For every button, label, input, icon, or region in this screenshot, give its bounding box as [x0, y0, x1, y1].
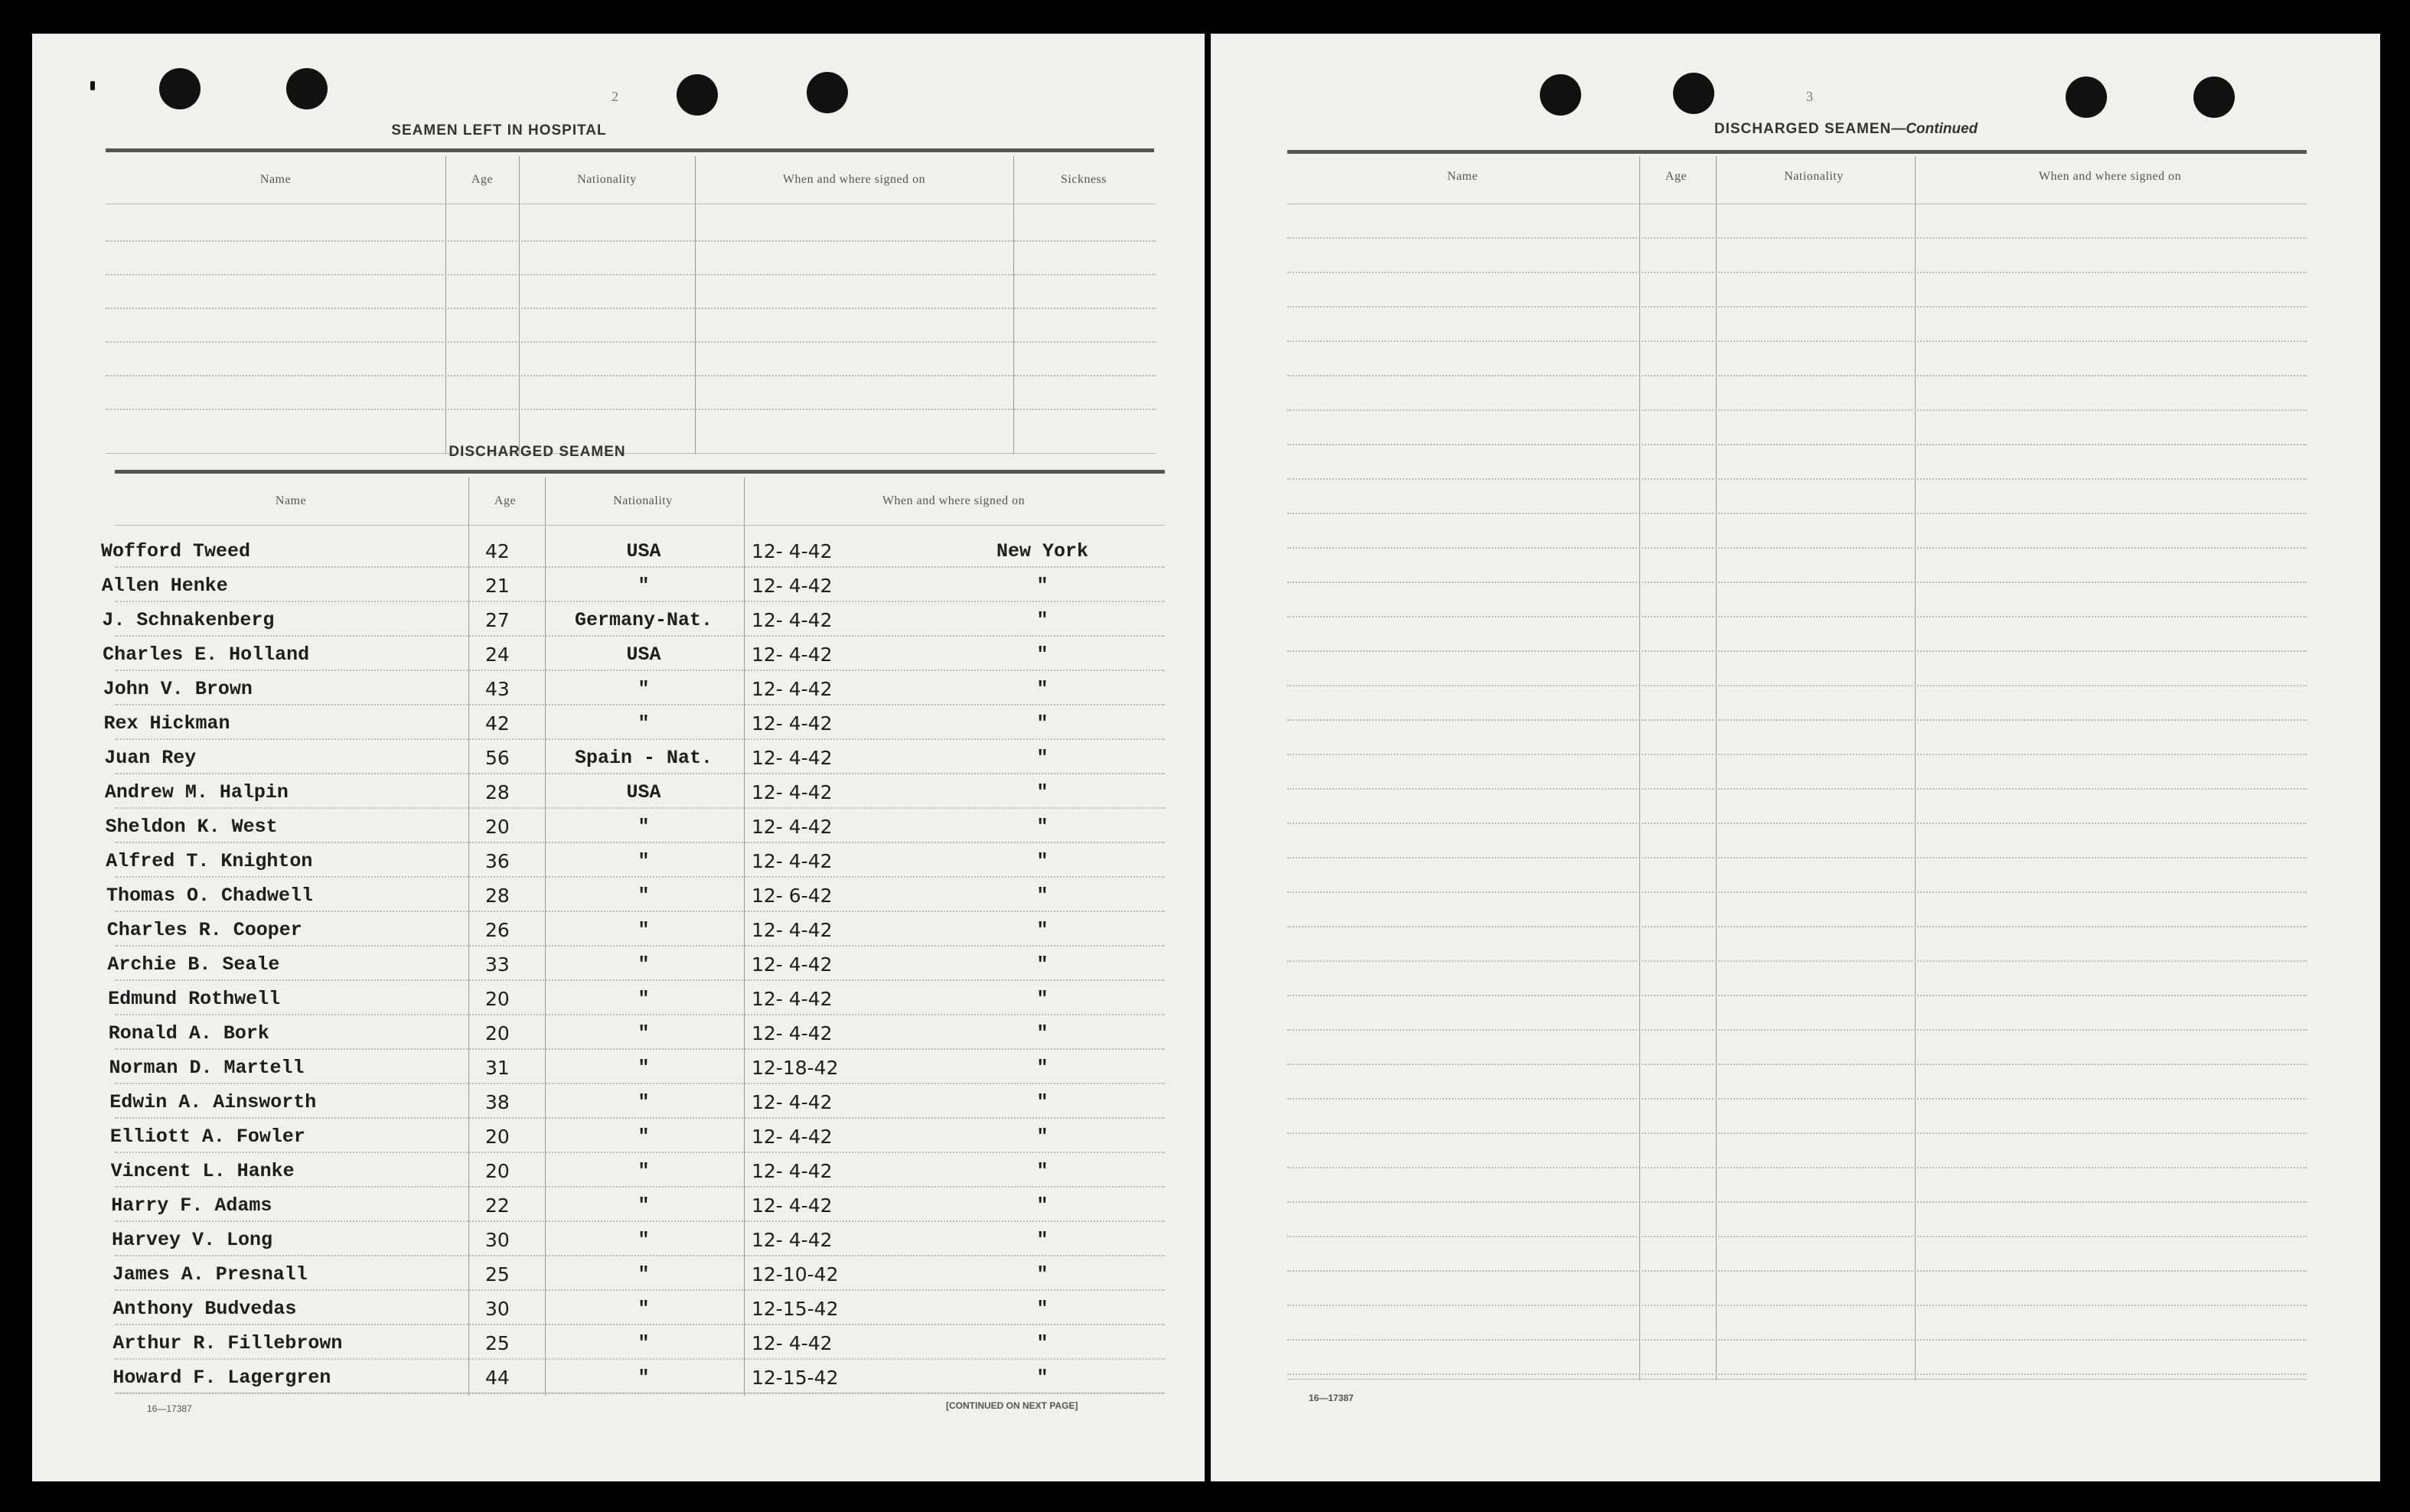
section-rule	[106, 148, 1154, 152]
row-rule	[115, 1220, 1165, 1222]
signed-on-date: 12- 4-42	[752, 644, 833, 666]
seaman-name: Vincent L. Hanke	[110, 1160, 295, 1182]
seaman-age: 25	[485, 1332, 510, 1354]
signed-on-place: "	[1036, 1160, 1048, 1182]
row-rule	[1287, 650, 2307, 652]
row-rule	[115, 1186, 1165, 1188]
signed-on-place: "	[1036, 644, 1048, 666]
binder-hole	[1673, 73, 1714, 114]
row-rule	[115, 1289, 1165, 1291]
signed-on-place: "	[1036, 781, 1048, 803]
signed-on-place: "	[1036, 919, 1048, 941]
right-page	[1211, 34, 2380, 1481]
signed-on-date: 12- 4-42	[752, 781, 833, 803]
row-rule	[1287, 823, 2307, 824]
header-nationality: Nationality	[1784, 170, 1844, 183]
row-rule	[115, 1358, 1165, 1360]
signed-on-place: "	[1036, 1332, 1048, 1354]
header-nationality: Nationality	[613, 494, 673, 507]
seaman-age: 20	[485, 1126, 510, 1148]
seaman-nationality: "	[638, 816, 650, 838]
seaman-age: 36	[485, 850, 510, 872]
row-rule	[106, 341, 1156, 343]
binder-hole	[2066, 77, 2107, 118]
row-rule	[115, 945, 1165, 947]
seaman-name: James A. Presnall	[112, 1263, 308, 1286]
row-rule	[115, 1255, 1165, 1256]
row-rule	[1287, 306, 2307, 308]
seaman-name: Norman D. Martell	[109, 1057, 305, 1079]
binder-hole	[677, 74, 718, 116]
seaman-nationality: "	[638, 678, 650, 700]
row-rule	[1287, 1201, 2307, 1203]
header-age: Age	[471, 173, 494, 186]
row-rule	[115, 1048, 1165, 1050]
seaman-age: 21	[485, 575, 510, 597]
row-rule	[115, 773, 1165, 774]
row-rule	[115, 738, 1165, 740]
seaman-age: 20	[485, 816, 510, 838]
seaman-age: 30	[485, 1229, 510, 1251]
row-rule	[1287, 857, 2307, 859]
row-rule	[1287, 1029, 2307, 1031]
row-rule	[1287, 926, 2307, 927]
seaman-age: 38	[485, 1091, 510, 1113]
seaman-name: Harvey V. Long	[112, 1229, 273, 1251]
row-rule	[1287, 1064, 2307, 1065]
row-rule	[1287, 272, 2307, 273]
row-rule	[1287, 754, 2307, 755]
signed-on-place: New York	[996, 540, 1089, 562]
row-rule	[115, 876, 1165, 878]
binder-hole	[807, 72, 848, 113]
signed-on-place: "	[1036, 1263, 1048, 1286]
seaman-nationality: "	[638, 1367, 650, 1389]
binder-hole	[159, 68, 201, 109]
seaman-nationality: "	[638, 1229, 650, 1251]
title-text: DISCHARGED SEAMEN	[1714, 121, 1892, 137]
row-rule	[1287, 788, 2307, 790]
table-bottom-rule	[1287, 1379, 2307, 1380]
row-rule	[1287, 582, 2307, 583]
row-rule	[1287, 1374, 2307, 1375]
seaman-age: 42	[485, 712, 510, 735]
seaman-name: Allen Henke	[101, 575, 228, 597]
seaman-nationality: "	[638, 988, 650, 1010]
column-rule	[468, 477, 469, 1396]
column-rule	[1639, 156, 1640, 1380]
seaman-name: Andrew M. Halpin	[104, 781, 289, 803]
signed-on-place: "	[1036, 1194, 1048, 1217]
seaman-name: Harry F. Adams	[111, 1194, 272, 1217]
signed-on-date: 12- 6-42	[752, 885, 833, 907]
row-rule	[115, 704, 1165, 705]
seaman-age: 28	[485, 885, 510, 907]
seaman-nationality: "	[638, 712, 650, 735]
row-rule	[115, 1324, 1165, 1325]
row-rule	[1287, 409, 2307, 411]
section-rule	[115, 470, 1165, 474]
signed-on-date: 12- 4-42	[752, 919, 833, 941]
header-signed-on: When and where signed on	[2038, 170, 2182, 183]
seaman-age: 20	[485, 988, 510, 1010]
seaman-nationality: "	[638, 1298, 650, 1320]
row-rule	[115, 979, 1165, 981]
signed-on-place: "	[1036, 850, 1048, 872]
seaman-nationality: "	[638, 885, 650, 907]
binder-hole	[1540, 74, 1581, 116]
signed-on-date: 12-15-42	[752, 1367, 839, 1389]
header-rule	[115, 525, 1165, 526]
seaman-name: John V. Brown	[103, 678, 253, 700]
header-sickness: Sickness	[1061, 173, 1107, 186]
seaman-age: 26	[485, 919, 510, 941]
row-rule	[115, 911, 1165, 912]
seaman-name: Howard F. Lagergren	[113, 1367, 331, 1389]
header-nationality: Nationality	[577, 173, 637, 186]
row-rule	[115, 601, 1165, 602]
row-rule	[115, 566, 1165, 568]
header-name: Name	[1446, 170, 1479, 183]
row-rule	[1287, 547, 2307, 549]
signed-on-date: 12- 4-42	[752, 816, 833, 838]
seaman-nationality: USA	[626, 644, 661, 666]
row-rule	[115, 1117, 1165, 1119]
signed-on-place: "	[1036, 747, 1048, 769]
seaman-nationality: "	[638, 1332, 650, 1354]
signed-on-date: 12- 4-42	[752, 1022, 833, 1044]
signed-on-place: "	[1036, 1022, 1048, 1044]
header-age: Age	[494, 494, 517, 507]
seaman-name: Archie B. Seale	[107, 953, 280, 976]
row-rule	[1287, 341, 2307, 342]
row-rule	[106, 375, 1156, 376]
seaman-name: Sheldon K. West	[105, 816, 278, 838]
header-signed-on: When and where signed on	[882, 494, 1026, 507]
row-rule	[115, 635, 1165, 637]
signed-on-place: "	[1036, 678, 1048, 700]
signed-on-place: "	[1036, 988, 1048, 1010]
row-rule	[1287, 513, 2307, 514]
row-rule	[115, 842, 1165, 843]
seaman-nationality: Spain - Nat.	[574, 747, 713, 769]
binder-hole	[286, 68, 328, 109]
signed-on-place: "	[1036, 1367, 1048, 1389]
signed-on-date: 12- 4-42	[752, 1332, 833, 1354]
row-rule	[115, 807, 1165, 809]
seaman-age: 25	[485, 1263, 510, 1286]
row-rule	[1287, 616, 2307, 618]
seaman-age: 20	[485, 1022, 510, 1044]
signed-on-place: "	[1036, 885, 1048, 907]
signed-on-date: 12- 4-42	[752, 850, 833, 872]
row-rule	[1287, 1167, 2307, 1168]
signed-on-date: 12- 4-42	[752, 1126, 833, 1148]
signed-on-place: "	[1036, 953, 1048, 976]
seaman-name: Thomas O. Chadwell	[106, 885, 314, 907]
form-number: 16—17387	[1309, 1393, 1354, 1403]
header-signed-on: When and where signed on	[782, 173, 926, 186]
form-number: 16—17387	[147, 1403, 192, 1414]
left-page	[32, 34, 1205, 1481]
seaman-nationality: "	[638, 575, 650, 597]
seaman-age: 22	[485, 1194, 510, 1217]
seaman-name: Wofford Tweed	[101, 540, 251, 562]
signed-on-place: "	[1036, 609, 1048, 631]
row-rule	[106, 409, 1156, 410]
seaman-name: Alfred T. Knighton	[106, 850, 313, 872]
row-rule	[1287, 478, 2307, 480]
row-rule	[1287, 891, 2307, 893]
seaman-nationality: "	[638, 919, 650, 941]
discharged-continued-title	[1517, 121, 2175, 138]
signed-on-date: 12- 4-42	[752, 575, 833, 597]
seaman-age: 56	[485, 747, 510, 769]
seaman-nationality: "	[638, 1022, 650, 1044]
row-rule	[1287, 1270, 2307, 1272]
signed-on-place: "	[1036, 816, 1048, 838]
row-rule	[1287, 1339, 2307, 1341]
seaman-name: Juan Rey	[104, 747, 197, 769]
signed-on-date: 12- 4-42	[752, 1194, 833, 1217]
signed-on-date: 12-10-42	[752, 1263, 839, 1286]
column-rule	[1716, 156, 1717, 1380]
title-continued: —Continued	[1891, 121, 1978, 137]
seaman-age: 24	[485, 644, 510, 666]
discharged-section-title: DISCHARGED SEAMEN	[448, 444, 626, 460]
seaman-age: 43	[485, 678, 510, 700]
signed-on-place: "	[1036, 575, 1048, 597]
seaman-age: 33	[485, 953, 510, 976]
row-rule	[1287, 237, 2307, 239]
row-rule	[106, 274, 1156, 275]
seaman-age: 42	[485, 540, 510, 562]
seaman-name: Ronald A. Bork	[108, 1022, 269, 1044]
seaman-age: 44	[485, 1367, 510, 1389]
row-rule	[1287, 375, 2307, 376]
hospital-section-title: SEAMEN LEFT IN HOSPITAL	[391, 122, 607, 138]
row-rule	[1287, 995, 2307, 996]
column-rule	[1915, 156, 1916, 1380]
signed-on-date: 12- 4-42	[752, 953, 833, 976]
row-rule	[115, 670, 1165, 671]
seaman-age: 31	[485, 1057, 510, 1079]
row-rule	[115, 1083, 1165, 1084]
signed-on-date: 12-15-42	[752, 1298, 839, 1320]
row-rule	[1287, 685, 2307, 686]
signed-on-date: 12- 4-42	[752, 678, 833, 700]
seaman-nationality: USA	[626, 540, 661, 562]
signed-on-date: 12- 4-42	[752, 747, 833, 769]
row-rule	[115, 1152, 1165, 1153]
signed-on-place: "	[1036, 1057, 1048, 1079]
seaman-name: Anthony Budvedas	[113, 1298, 297, 1320]
seaman-nationality: "	[638, 1194, 650, 1217]
seaman-name: Charles R. Cooper	[106, 919, 302, 941]
row-rule	[106, 308, 1156, 309]
row-rule	[1287, 719, 2307, 721]
signed-on-place: "	[1036, 712, 1048, 735]
seaman-name: Edwin A. Ainsworth	[109, 1091, 317, 1113]
seaman-name: Edmund Rothwell	[108, 988, 281, 1010]
signed-on-place: "	[1036, 1126, 1048, 1148]
header-name: Name	[275, 494, 307, 507]
seaman-nationality: "	[638, 1091, 650, 1113]
signed-on-date: 12- 4-42	[752, 1229, 833, 1251]
seaman-name: Arthur R. Fillebrown	[113, 1332, 343, 1354]
seaman-nationality: "	[638, 953, 650, 976]
signed-on-date: 12-18-42	[752, 1057, 839, 1079]
row-rule	[1287, 1236, 2307, 1237]
seaman-age: 27	[485, 609, 510, 631]
page-number: 3	[1806, 89, 1813, 104]
continued-note: [CONTINUED ON NEXT PAGE]	[946, 1400, 1078, 1411]
row-rule	[106, 240, 1156, 242]
seaman-name: Elliott A. Fowler	[109, 1126, 305, 1148]
seaman-age: 20	[485, 1160, 510, 1182]
row-rule	[1287, 1132, 2307, 1134]
signed-on-date: 12- 4-42	[752, 712, 833, 735]
signed-on-place: "	[1036, 1298, 1048, 1320]
signed-on-date: 12- 4-42	[752, 1160, 833, 1182]
seaman-nationality: "	[638, 1160, 650, 1182]
row-rule	[1287, 1305, 2307, 1306]
seaman-nationality: "	[638, 1263, 650, 1286]
row-rule	[1287, 960, 2307, 962]
column-rule	[744, 477, 745, 1396]
seaman-age: 28	[485, 781, 510, 803]
hole-punch-mark	[90, 81, 95, 90]
seaman-name: J. Schnakenberg	[102, 609, 275, 631]
page-number: 2	[611, 89, 618, 104]
header-age: Age	[1665, 170, 1688, 183]
binder-hole	[2193, 77, 2235, 118]
row-rule	[115, 1014, 1165, 1015]
row-rule	[1287, 444, 2307, 445]
seaman-age: 30	[485, 1298, 510, 1320]
seaman-nationality: "	[638, 1126, 650, 1148]
seaman-nationality: "	[638, 850, 650, 872]
seaman-nationality: Germany-Nat.	[574, 609, 713, 631]
signed-on-date: 12- 4-42	[752, 540, 833, 562]
signed-on-place: "	[1036, 1091, 1048, 1113]
signed-on-date: 12- 4-42	[752, 1091, 833, 1113]
seaman-nationality: USA	[626, 781, 661, 803]
seaman-name: Charles E. Holland	[103, 644, 310, 666]
row-rule	[1287, 1098, 2307, 1100]
seaman-nationality: "	[638, 1057, 650, 1079]
seaman-name: Rex Hickman	[103, 712, 230, 735]
signed-on-date: 12- 4-42	[752, 609, 833, 631]
signed-on-place: "	[1036, 1229, 1048, 1251]
signed-on-date: 12- 4-42	[752, 988, 833, 1010]
section-rule	[1287, 150, 2307, 154]
header-name: Name	[259, 173, 292, 186]
